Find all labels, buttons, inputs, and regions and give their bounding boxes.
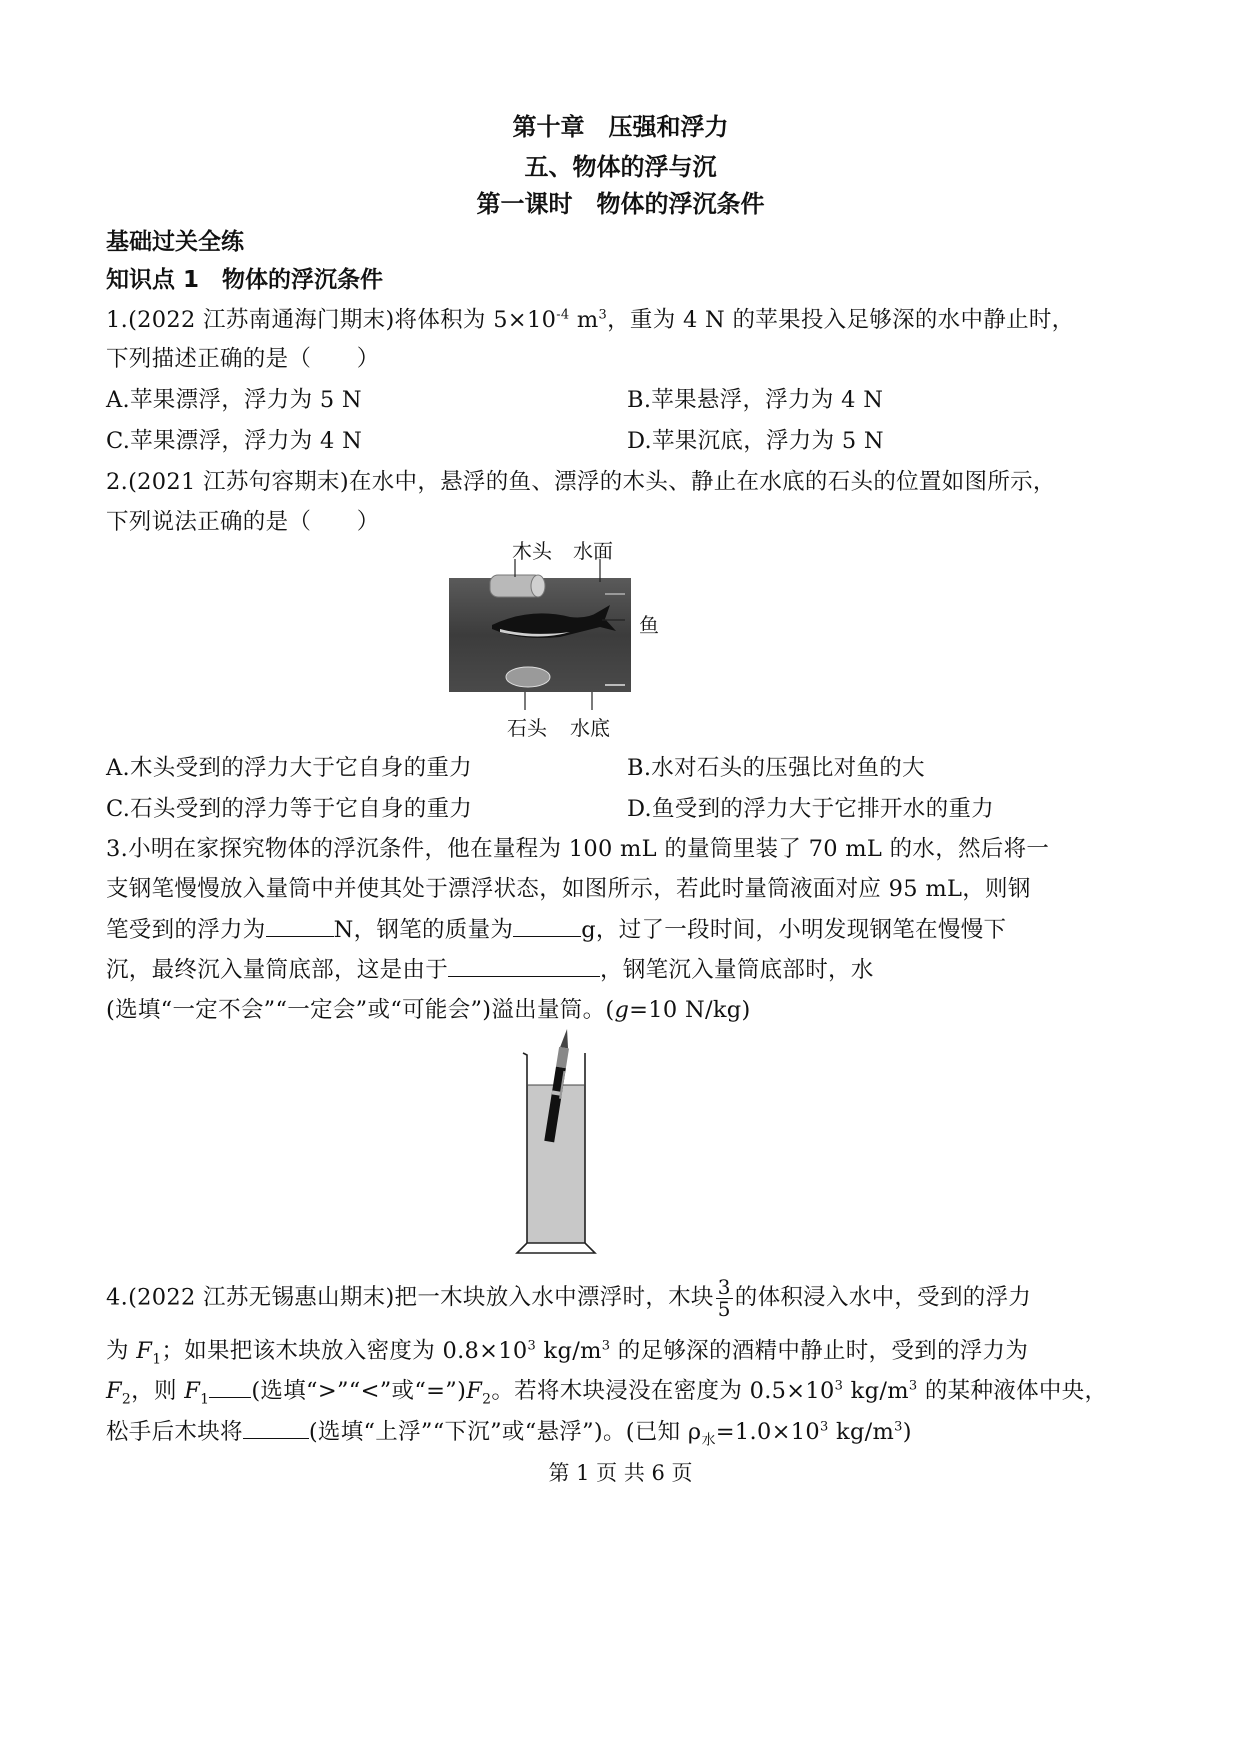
graduated-cylinder-illustration bbox=[515, 1025, 605, 1260]
q4-stem-line4: 松手后木块将 (选填“上浮”“下沉”或“悬浮”)。(已知 $\rho_水=1.0\times 10^3$ $kg/m^3$) bbox=[106, 1414, 912, 1446]
q1-option-b: B.苹果悬浮，浮力为 4 N bbox=[627, 387, 884, 413]
q1-option-d: D.苹果沉底，浮力为 5 N bbox=[627, 428, 884, 454]
q4-blank-motion[interactable] bbox=[243, 1416, 309, 1439]
q3-stem-line2: 支钢笔慢慢放入量筒中并使其处于漂浮状态，如图所示，若此时量筒液面对应 95 mL，则钢 bbox=[106, 876, 1031, 902]
q3-stem-line3: 笔受到的浮力为 N，钢笔的质量为 g，过了一段时间，小明发现钢笔在慢慢下 bbox=[106, 912, 1006, 944]
label-wood: 木头 bbox=[512, 539, 552, 563]
q4-stem-line2: 为 $F_1$；如果把该木块放入密度为 $0.8\times 10^3$ $kg/m^3$ 的足够深的酒精中静止时，受到的浮力为 bbox=[106, 1338, 1029, 1368]
page-footer: 第 1 页 共 6 页 bbox=[548, 1461, 693, 1485]
q3-blank-mass[interactable] bbox=[513, 914, 581, 937]
q2-option-d: D.鱼受到的浮力大于它排开水的重力 bbox=[627, 796, 994, 822]
q4-stem-line3: $F_2$，则 $F_1$ (选填“>”“<”或“$=”)F_2$。若将木块浸没在密度为 $0.5\times 10^3$ $kg/m^3$ 的某种液体中央， bbox=[106, 1373, 1107, 1405]
stone-shape bbox=[506, 667, 550, 687]
cylinder-base bbox=[517, 1243, 595, 1253]
q3-stem-line4: 沉，最终沉入量筒底部，这是由于 ，钢笔沉入量筒底部时，水 bbox=[106, 952, 874, 984]
label-water-bottom: 水底 bbox=[570, 716, 610, 740]
q1-stem-line2: 下列描述正确的是（ ） bbox=[106, 346, 380, 372]
q2-option-b: B.水对石头的压强比对鱼的大 bbox=[627, 755, 925, 781]
q1-stem-line1: 1.(2022 江苏南通海门期末)将体积为 $5\times 10^{-4}$ $m^3$，重为 4 N 的苹果投入足够深的水中静止时， bbox=[106, 307, 1075, 333]
q2-figure bbox=[420, 537, 680, 742]
q1-option-c: C.苹果漂浮，浮力为 4 N bbox=[106, 428, 363, 454]
q3-stem-line5: (选填“一定不会”“一定会”或“可能会”)溢出量筒。(g=10 N/kg) bbox=[106, 997, 751, 1023]
q4-stem-line1: 4.(2022 江苏无锡惠山期末)把一木块放入水中漂浮时，木块 $\frac{3}{5}$ 的体积浸入水中，受到的浮力 bbox=[106, 1275, 1032, 1321]
knowledge-point-title: 知识点 1 物体的浮沉条件 bbox=[106, 267, 384, 293]
q2-option-c: C.石头受到的浮力等于它自身的重力 bbox=[106, 796, 473, 822]
q2-stem-line1: 2.(2021 江苏句容期末)在水中，悬浮的鱼、漂浮的木头、静止在水底的石头的位置如图所示， bbox=[106, 469, 1056, 495]
chapter-title: 第十章 压强和浮力 bbox=[512, 113, 729, 141]
label-water-surface: 水面 bbox=[573, 539, 613, 563]
section-title: 五、物体的浮与沉 bbox=[524, 153, 717, 181]
q3-figure bbox=[515, 1025, 605, 1260]
q1-option-a: A.苹果漂浮，浮力为 5 N bbox=[106, 387, 362, 413]
label-stone: 石头 bbox=[507, 716, 547, 740]
q3-blank-buoyancy[interactable] bbox=[266, 914, 334, 937]
q2-stem-line2: 下列说法正确的是（ ） bbox=[106, 509, 380, 535]
q2-option-a: A.木头受到的浮力大于它自身的重力 bbox=[106, 755, 473, 781]
q3-blank-reason[interactable] bbox=[448, 954, 600, 977]
water-scene-illustration bbox=[420, 537, 680, 742]
label-fish: 鱼 bbox=[639, 613, 659, 637]
q3-stem-line1: 3.小明在家探究物体的浮沉条件，他在量程为 100 mL 的量筒里装了 70 mL 的水，然后将一 bbox=[106, 836, 1050, 862]
fraction-three-fifths: $\frac{3}{5}$ bbox=[717, 1275, 731, 1321]
lesson-title: 第一课时 物体的浮沉条件 bbox=[476, 190, 765, 218]
q4-blank-compare[interactable] bbox=[209, 1375, 251, 1398]
part-title: 基础过关全练 bbox=[106, 229, 244, 255]
